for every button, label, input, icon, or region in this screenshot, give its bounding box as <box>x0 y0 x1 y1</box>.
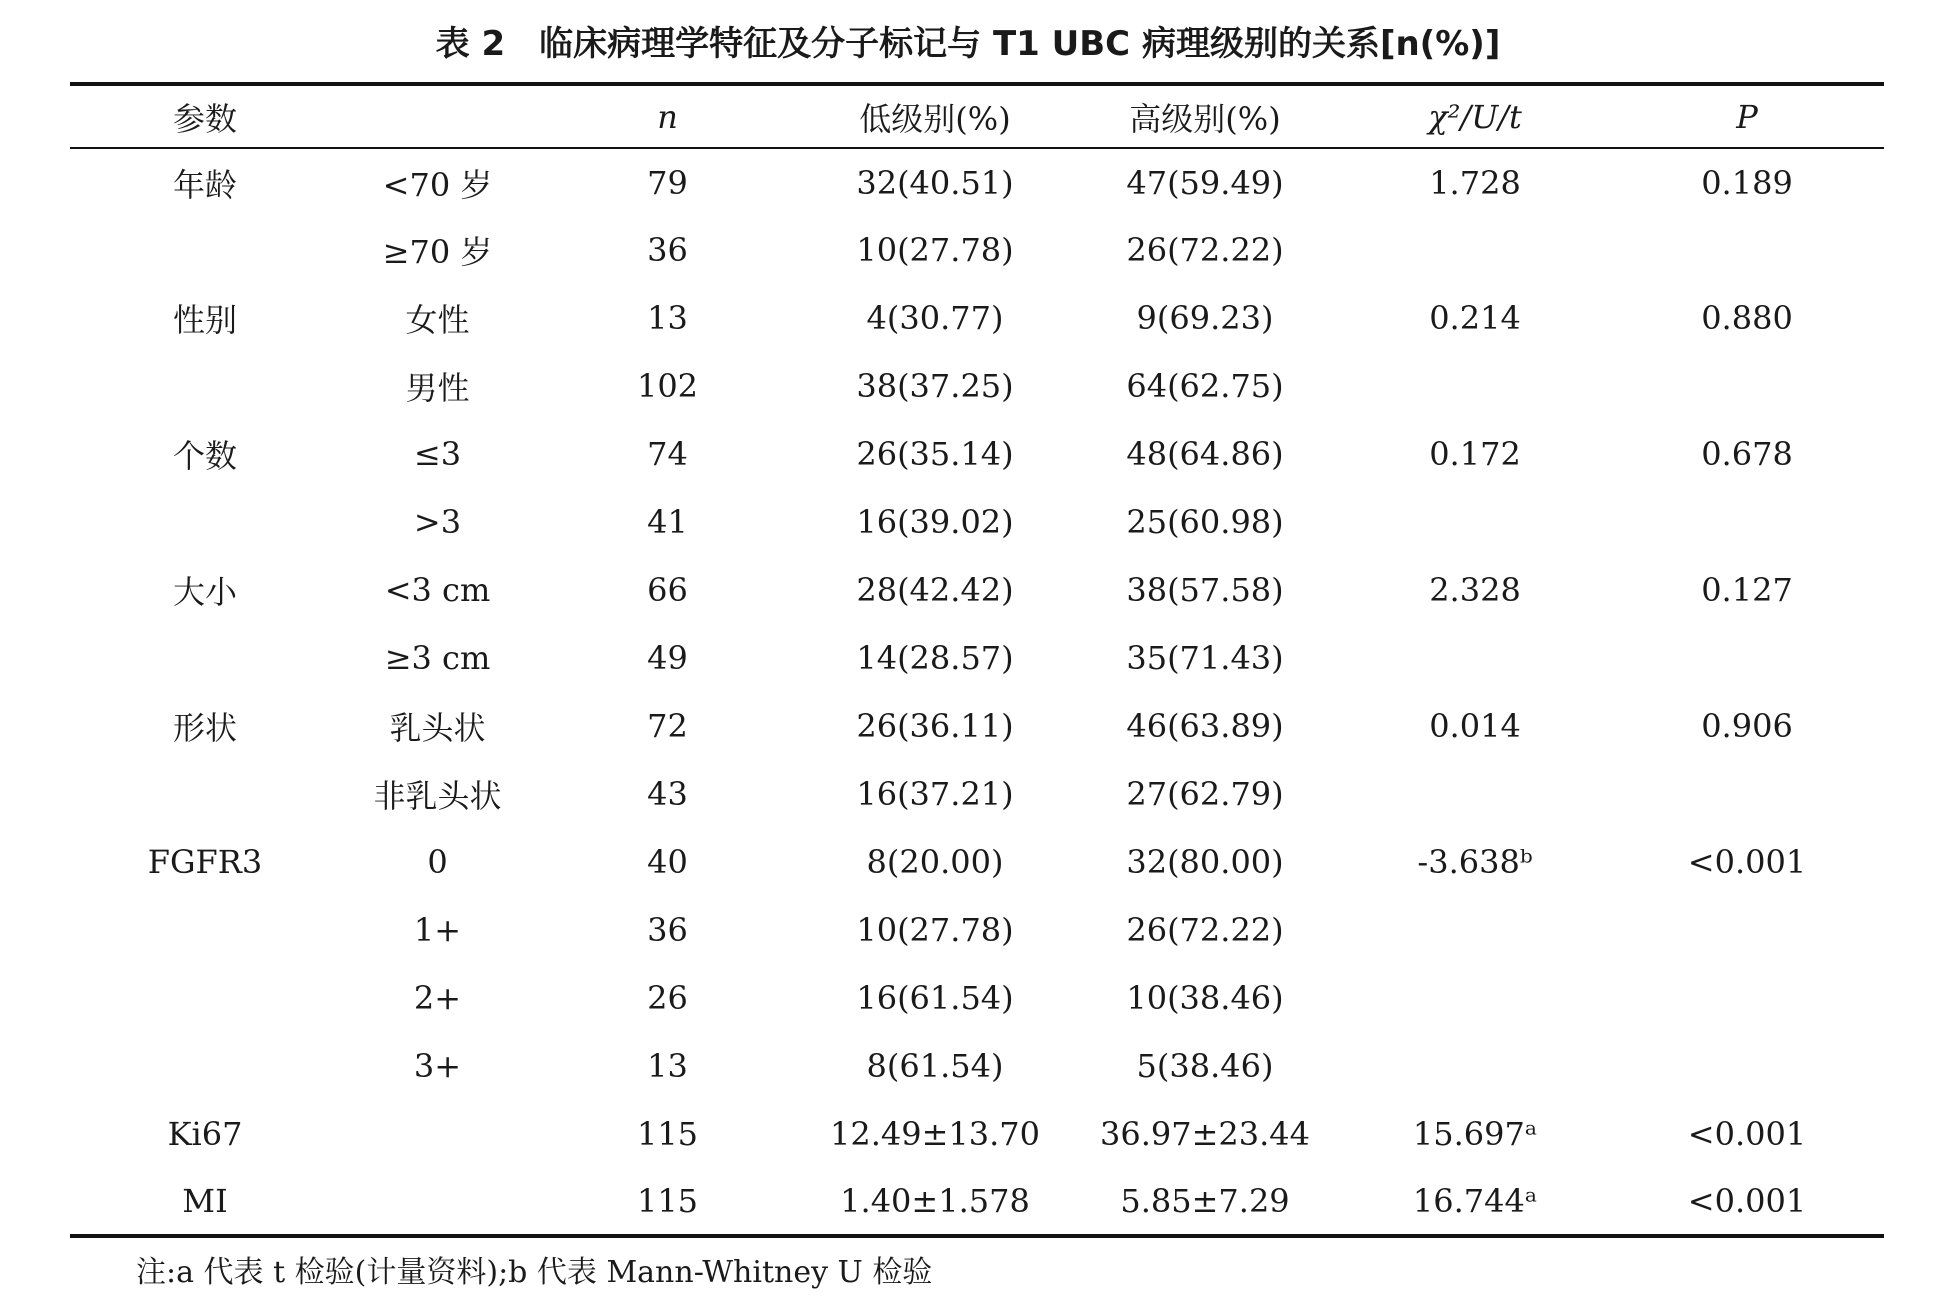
row-high-grade: 10(38.46) <box>1126 979 1284 1017</box>
row-p-value <box>1610 760 1884 828</box>
row-low-grade: 26(35.14) <box>856 435 1014 473</box>
row-low-grade: 10(27.78) <box>856 911 1014 949</box>
row-high-grade: 47(59.49) <box>1126 163 1284 202</box>
row-parameter: 大小 <box>172 573 237 611</box>
row-parameter <box>70 964 340 1032</box>
table-footnote: 注:a 代表 t 检验(计量资料);b 代表 Mann-Whitney U 检验 <box>136 1255 933 1290</box>
row-p-value: <0.001 <box>1687 843 1807 881</box>
row-parameter: 个数 <box>172 437 237 475</box>
table-row <box>70 216 1884 284</box>
row-statistic <box>1340 624 1610 692</box>
row-parameter <box>70 624 340 692</box>
row-n: 40 <box>647 843 688 881</box>
row-statistic: 0.014 <box>1429 707 1521 745</box>
row-n: 36 <box>647 911 688 949</box>
row-subgroup: 1+ <box>413 911 462 949</box>
row-parameter: 形状 <box>172 709 237 747</box>
row-subgroup: >3 <box>413 503 462 541</box>
row-subgroup: 男性 <box>405 369 470 407</box>
row-statistic <box>1340 896 1610 964</box>
row-statistic <box>1340 488 1610 556</box>
row-high-grade: 5.85±7.29 <box>1070 1168 1340 1236</box>
row-low-grade: 26(36.11) <box>856 707 1014 745</box>
table-row <box>70 1032 1884 1100</box>
header-parameter: 参数 <box>70 84 340 148</box>
row-parameter <box>70 352 340 420</box>
header-statistic: χ²/U/t <box>1340 84 1610 148</box>
row-n: 13 <box>647 299 688 337</box>
table-row <box>70 488 1884 556</box>
row-high-grade: 38(57.58) <box>1126 571 1284 609</box>
table-row <box>70 556 1884 624</box>
table-row <box>70 420 1884 488</box>
row-high-grade: 9(69.23) <box>1136 299 1274 337</box>
row-p-value <box>1610 896 1884 964</box>
row-p-value <box>1610 964 1884 1032</box>
row-low-grade: 32(40.51) <box>856 163 1014 202</box>
header-subgroup <box>340 84 535 148</box>
row-p-value <box>1610 216 1884 284</box>
row-subgroup: 0 <box>427 843 448 881</box>
row-n: 102 <box>636 367 699 405</box>
row-subgroup: ≤3 <box>413 435 462 473</box>
row-low-grade: 12.49±13.70 <box>829 1115 1041 1153</box>
row-subgroup: 女性 <box>405 301 470 339</box>
row-subgroup <box>340 1168 535 1236</box>
table-row <box>70 1168 1884 1236</box>
row-low-grade: 16(37.21) <box>856 775 1014 813</box>
row-subgroup: 乳头状 <box>389 709 486 747</box>
row-parameter <box>70 896 340 964</box>
row-parameter: 性别 <box>172 301 237 339</box>
table-row <box>70 828 1884 896</box>
row-parameter <box>70 760 340 828</box>
row-low-grade: 4(30.77) <box>866 299 1004 337</box>
row-high-grade: 46(63.89) <box>1126 707 1284 745</box>
row-subgroup: 2+ <box>413 979 462 1017</box>
row-statistic: 15.697ᵃ <box>1412 1115 1538 1153</box>
row-parameter <box>70 1032 340 1100</box>
table-row <box>70 896 1884 964</box>
row-p-value <box>1610 1032 1884 1100</box>
header-high-grade: 高级别(%) <box>1070 84 1340 148</box>
row-low-grade: 8(61.54) <box>866 1047 1004 1085</box>
table-header-row <box>70 84 1884 148</box>
row-p-value: 0.127 <box>1701 571 1793 609</box>
table-row <box>70 1100 1884 1168</box>
row-statistic: 1.728 <box>1429 163 1521 202</box>
table-row <box>70 692 1884 760</box>
row-statistic: 16.744ᵃ <box>1340 1168 1610 1236</box>
row-n: 43 <box>647 775 688 813</box>
table-row <box>70 352 1884 420</box>
row-subgroup: ≥3 cm <box>384 639 491 677</box>
row-n: 49 <box>647 639 688 677</box>
row-n: 13 <box>647 1047 688 1085</box>
row-n: 26 <box>647 979 688 1017</box>
row-subgroup: <3 cm <box>384 571 491 609</box>
row-statistic <box>1340 760 1610 828</box>
row-n: 79 <box>647 163 688 202</box>
row-subgroup <box>340 1100 535 1168</box>
table-row <box>70 964 1884 1032</box>
row-low-grade: 1.40±1.578 <box>800 1168 1070 1236</box>
row-low-grade: 38(37.25) <box>856 367 1014 405</box>
row-subgroup: ≥70 岁 <box>382 233 493 271</box>
row-statistic <box>1340 352 1610 420</box>
clinicopathological-table <box>70 82 1884 1238</box>
row-p-value: <0.001 <box>1610 1168 1884 1236</box>
row-n: 66 <box>647 571 688 609</box>
row-high-grade: 26(72.22) <box>1126 911 1284 949</box>
row-p-value <box>1610 624 1884 692</box>
header-low-grade: 低级别(%) <box>800 84 1070 148</box>
row-statistic <box>1340 964 1610 1032</box>
row-subgroup: 3+ <box>413 1047 462 1085</box>
row-high-grade: 64(62.75) <box>1126 367 1284 405</box>
row-statistic: 0.172 <box>1429 435 1521 473</box>
row-high-grade: 48(64.86) <box>1126 435 1284 473</box>
row-low-grade: 10(27.78) <box>856 231 1014 269</box>
row-high-grade: 32(80.00) <box>1126 843 1284 881</box>
row-low-grade: 16(61.54) <box>856 979 1014 1017</box>
row-high-grade: 36.97±23.44 <box>1099 1115 1311 1153</box>
table-title: 表 2 临床病理学特征及分子标记与 T1 UBC 病理级别的关系[n(%)] <box>435 24 1501 64</box>
row-statistic <box>1340 216 1610 284</box>
header-n: n <box>535 84 800 148</box>
row-parameter: Ki67 <box>167 1115 243 1153</box>
row-p-value: 0.906 <box>1701 707 1793 745</box>
row-n: 36 <box>647 231 688 269</box>
row-n: 74 <box>647 435 688 473</box>
data-table-container <box>70 82 1884 1238</box>
row-statistic: 0.214 <box>1429 299 1521 337</box>
row-low-grade: 8(20.00) <box>866 843 1004 881</box>
row-parameter: FGFR3 <box>147 843 263 881</box>
row-p-value: 0.189 <box>1701 163 1793 202</box>
row-high-grade: 25(60.98) <box>1126 503 1284 541</box>
row-n: 115 <box>636 1115 699 1153</box>
row-n: 72 <box>647 707 688 745</box>
row-high-grade: 27(62.79) <box>1126 775 1284 813</box>
row-low-grade: 16(39.02) <box>856 503 1014 541</box>
table-row <box>70 148 1884 216</box>
table-row <box>70 624 1884 692</box>
row-p-value <box>1610 488 1884 556</box>
row-statistic: -3.638ᵇ <box>1417 843 1533 881</box>
row-statistic <box>1340 1032 1610 1100</box>
row-high-grade: 5(38.46) <box>1136 1047 1274 1085</box>
row-low-grade: 14(28.57) <box>856 639 1014 677</box>
row-parameter <box>70 488 340 556</box>
row-n: 41 <box>647 503 688 541</box>
row-high-grade: 26(72.22) <box>1126 231 1284 269</box>
row-high-grade: 35(71.43) <box>1126 639 1284 677</box>
row-statistic: 2.328 <box>1429 571 1521 609</box>
table-row <box>70 284 1884 352</box>
row-parameter: 年龄 <box>172 165 237 204</box>
table-row <box>70 760 1884 828</box>
row-parameter <box>70 216 340 284</box>
row-p-value: 0.880 <box>1701 299 1793 337</box>
row-p-value: <0.001 <box>1687 1115 1807 1153</box>
row-n: 115 <box>535 1168 800 1236</box>
row-p-value <box>1610 352 1884 420</box>
row-low-grade: 28(42.42) <box>856 571 1014 609</box>
row-subgroup: <70 岁 <box>382 165 493 204</box>
header-p-value: P <box>1610 84 1884 148</box>
row-p-value: 0.678 <box>1701 435 1793 473</box>
row-subgroup: 非乳头状 <box>373 777 502 815</box>
row-parameter: MI <box>70 1168 340 1236</box>
